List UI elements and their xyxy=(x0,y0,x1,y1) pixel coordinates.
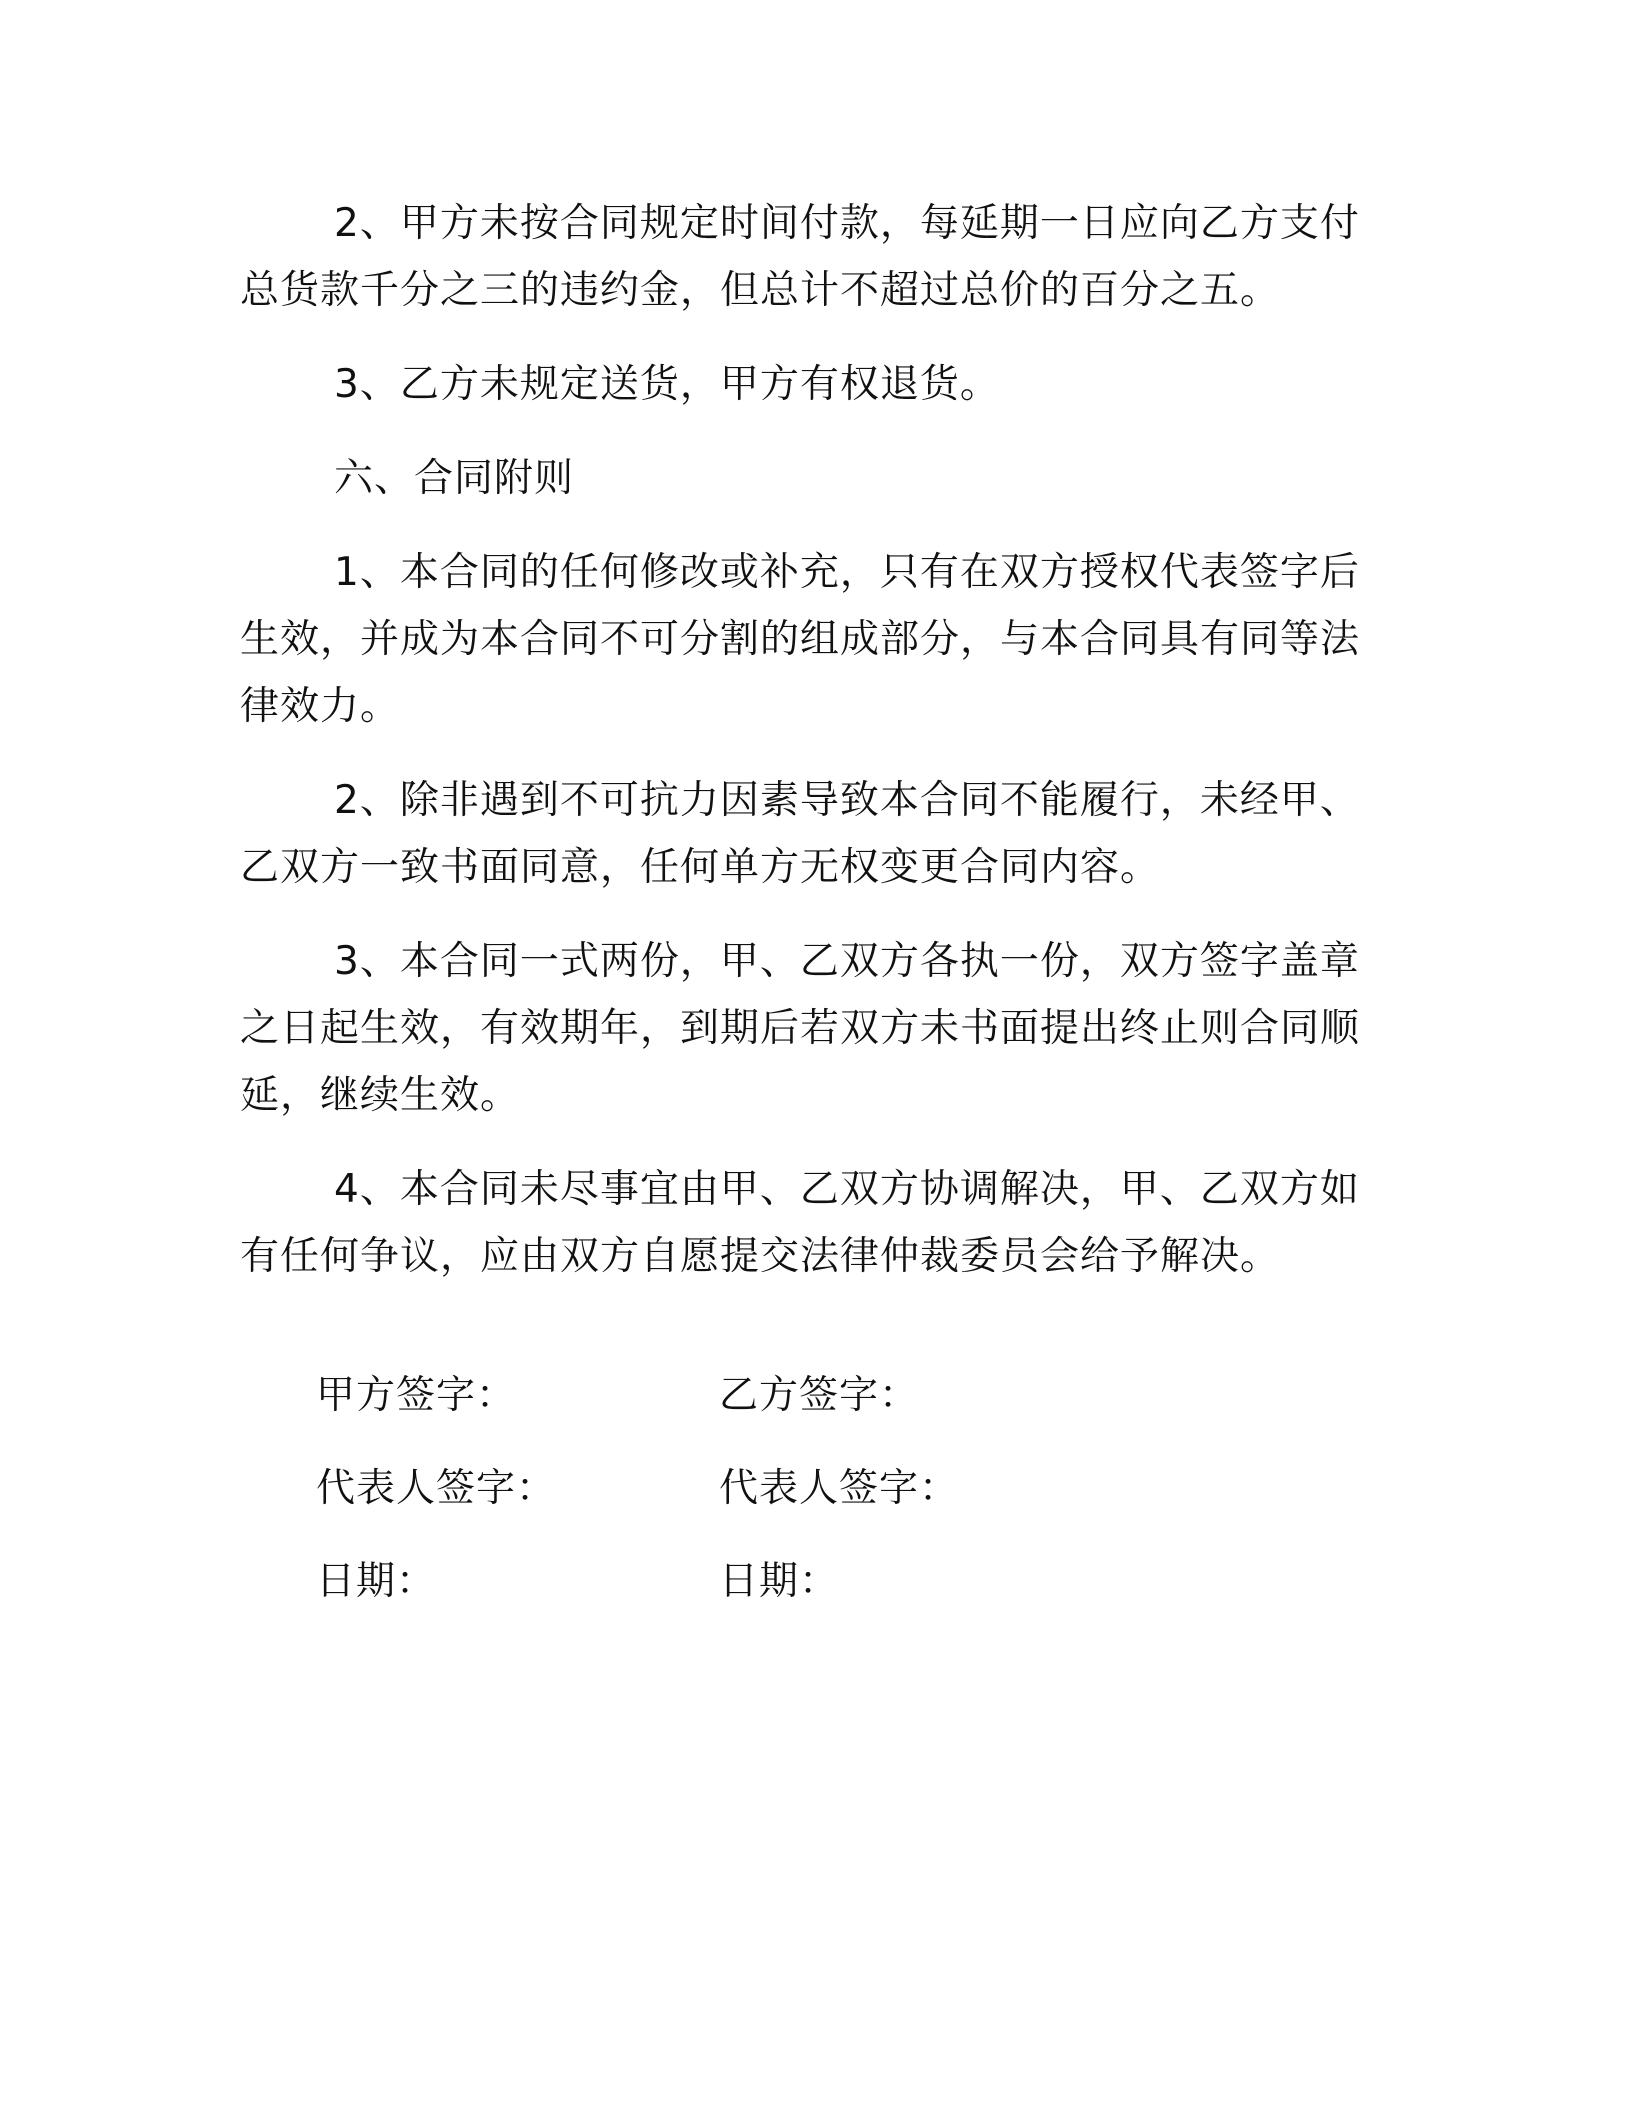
clause-return-goods: 3、乙方未规定送货，甲方有权退货。 xyxy=(334,362,1000,407)
party-a-representative-label: 代表人签字： xyxy=(316,1465,557,1511)
party-b-date-label: 日期： xyxy=(719,1558,840,1604)
clause-amendments: 1、本合同的任何修改或补充，只有在双方授权代表签字后生效，并成为本合同不可分割的组成部分，与本合同具有同等法律效力。 xyxy=(240,550,1361,729)
clause-copies-validity: 3、本合同一式两份，甲、乙双方各执一份，双方签字盖章之日起生效，有效期年，到期后若双方未书面提出终止则合同顺延，继续生效。 xyxy=(240,939,1361,1118)
party-b-representative-label: 代表人签字： xyxy=(719,1465,960,1511)
clause-force-majeure: 2、除非遇到不可抗力因素导致本合同不能履行，未经甲、乙双方一致书面同意，任何单方无权变更合同内容。 xyxy=(240,778,1360,890)
clause-payment-penalty: 2、甲方未按合同规定时间付款，每延期一日应向乙方支付总货款千分之三的违约金，但总计不超过总价的百分之五。 xyxy=(240,201,1360,313)
signature-row xyxy=(316,1345,1216,1438)
party-a-date-label: 日期： xyxy=(316,1558,437,1604)
contract-body xyxy=(240,190,1390,1317)
signature-block xyxy=(316,1345,1216,1624)
date-row xyxy=(316,1531,1216,1624)
party-a-signature-label: 甲方签字： xyxy=(316,1372,517,1418)
section-heading-supplementary: 六、合同附则 xyxy=(334,456,575,501)
representative-row xyxy=(316,1438,1216,1531)
party-b-signature-label: 乙方签字： xyxy=(719,1372,920,1418)
clause-dispute-resolution: 4、本合同未尽事宜由甲、乙双方协调解决，甲、乙双方如有任何争议，应由双方自愿提交法律仲裁委员会给予解决。 xyxy=(240,1167,1360,1279)
